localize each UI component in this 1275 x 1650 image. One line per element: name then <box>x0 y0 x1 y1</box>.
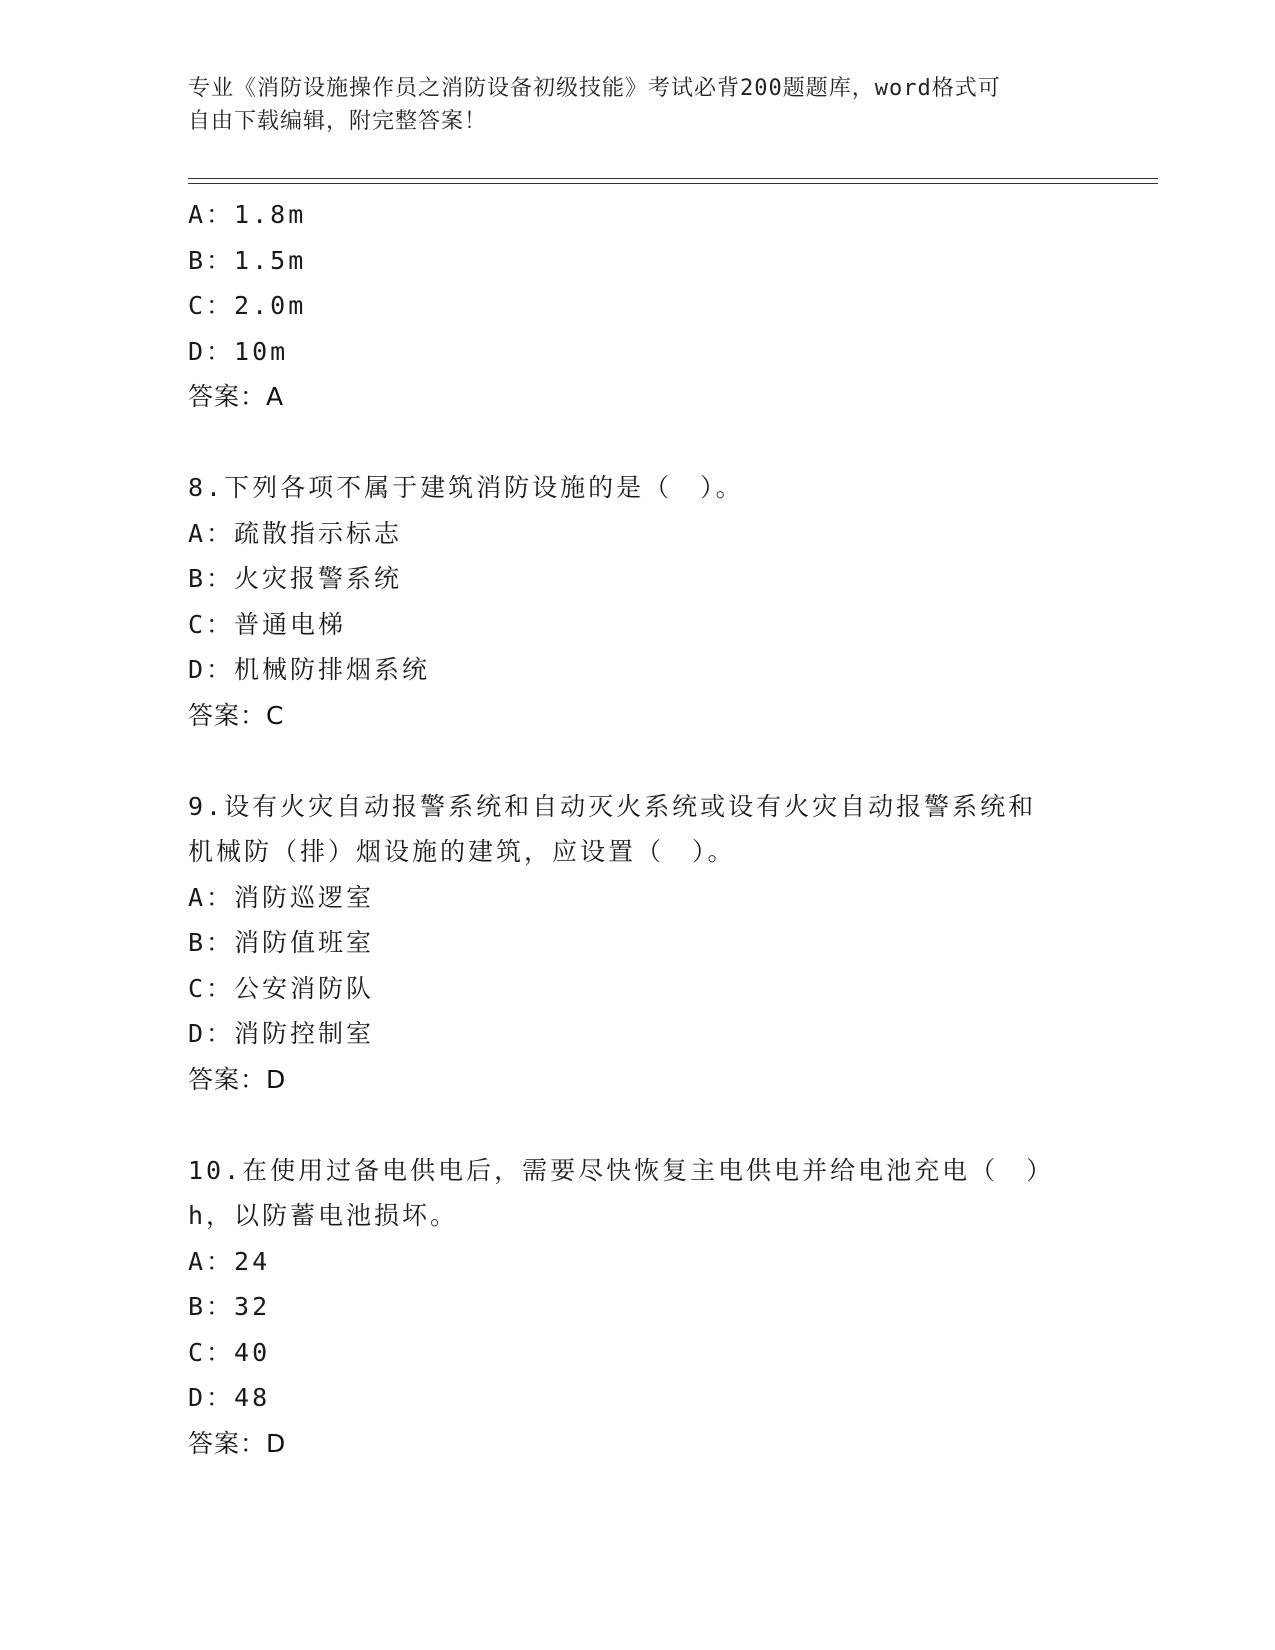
option-a: A：1.8m <box>188 200 307 229</box>
header-title-line-1: 专业《消防设施操作员之消防设备初级技能》考试必背200题题库，word格式可 <box>188 76 1001 101</box>
header-title-line-2: 自由下载编辑，附完整答案！ <box>188 109 488 134</box>
answer-line: 答案：C <box>188 700 285 730</box>
option-b: B：消防值班室 <box>188 928 375 957</box>
option-d: D：机械防排烟系统 <box>188 655 431 684</box>
option-b: B：火灾报警系统 <box>188 564 403 593</box>
option-b: B：32 <box>188 1292 271 1321</box>
option-a: A：24 <box>188 1246 271 1276</box>
question-9 <box>188 784 1088 1103</box>
option-c: C：40 <box>188 1337 271 1367</box>
question-stem-line-1: 9.设有火灾自动报警系统和自动灭火系统或设有火灾自动报警系统和 <box>188 791 1037 821</box>
question-stem-line-2: 机械防（排）烟设施的建筑，应设置（ ）。 <box>188 837 736 866</box>
spacer <box>188 738 1088 784</box>
option-a: A：疏散指示标志 <box>188 518 403 548</box>
answer-line: 答案：D <box>188 1064 287 1094</box>
header-divider-top <box>188 178 1158 179</box>
question-stem: 8.下列各项不属于建筑消防设施的是（ ）。 <box>188 473 744 502</box>
option-c: C：普通电梯 <box>188 609 347 639</box>
question-10 <box>188 1148 1088 1467</box>
question-8 <box>188 465 1088 738</box>
spacer <box>188 1102 1088 1148</box>
question-stem-line-2: h，以防蓄电池损坏。 <box>188 1201 459 1230</box>
document-header <box>188 72 1088 138</box>
header-divider-bottom <box>188 183 1158 184</box>
answer-line: 答案：D <box>188 1428 287 1458</box>
option-c: C：公安消防队 <box>188 973 375 1003</box>
question-content <box>188 192 1088 1466</box>
question-stem-line-1: 10.在使用过备电供电后，需要尽快恢复主电供电并给电池充电（ ） <box>188 1155 1055 1185</box>
option-d: D：消防控制室 <box>188 1019 375 1048</box>
option-d: D：10m <box>188 336 289 366</box>
spacer <box>188 420 1088 466</box>
option-c: C：2.0m <box>188 291 307 320</box>
option-b: B：1.5m <box>188 245 307 275</box>
question-7-continuation <box>188 192 1088 420</box>
answer-line: 答案：A <box>188 382 285 411</box>
option-a: A：消防巡逻室 <box>188 882 375 912</box>
option-d: D：48 <box>188 1383 271 1412</box>
